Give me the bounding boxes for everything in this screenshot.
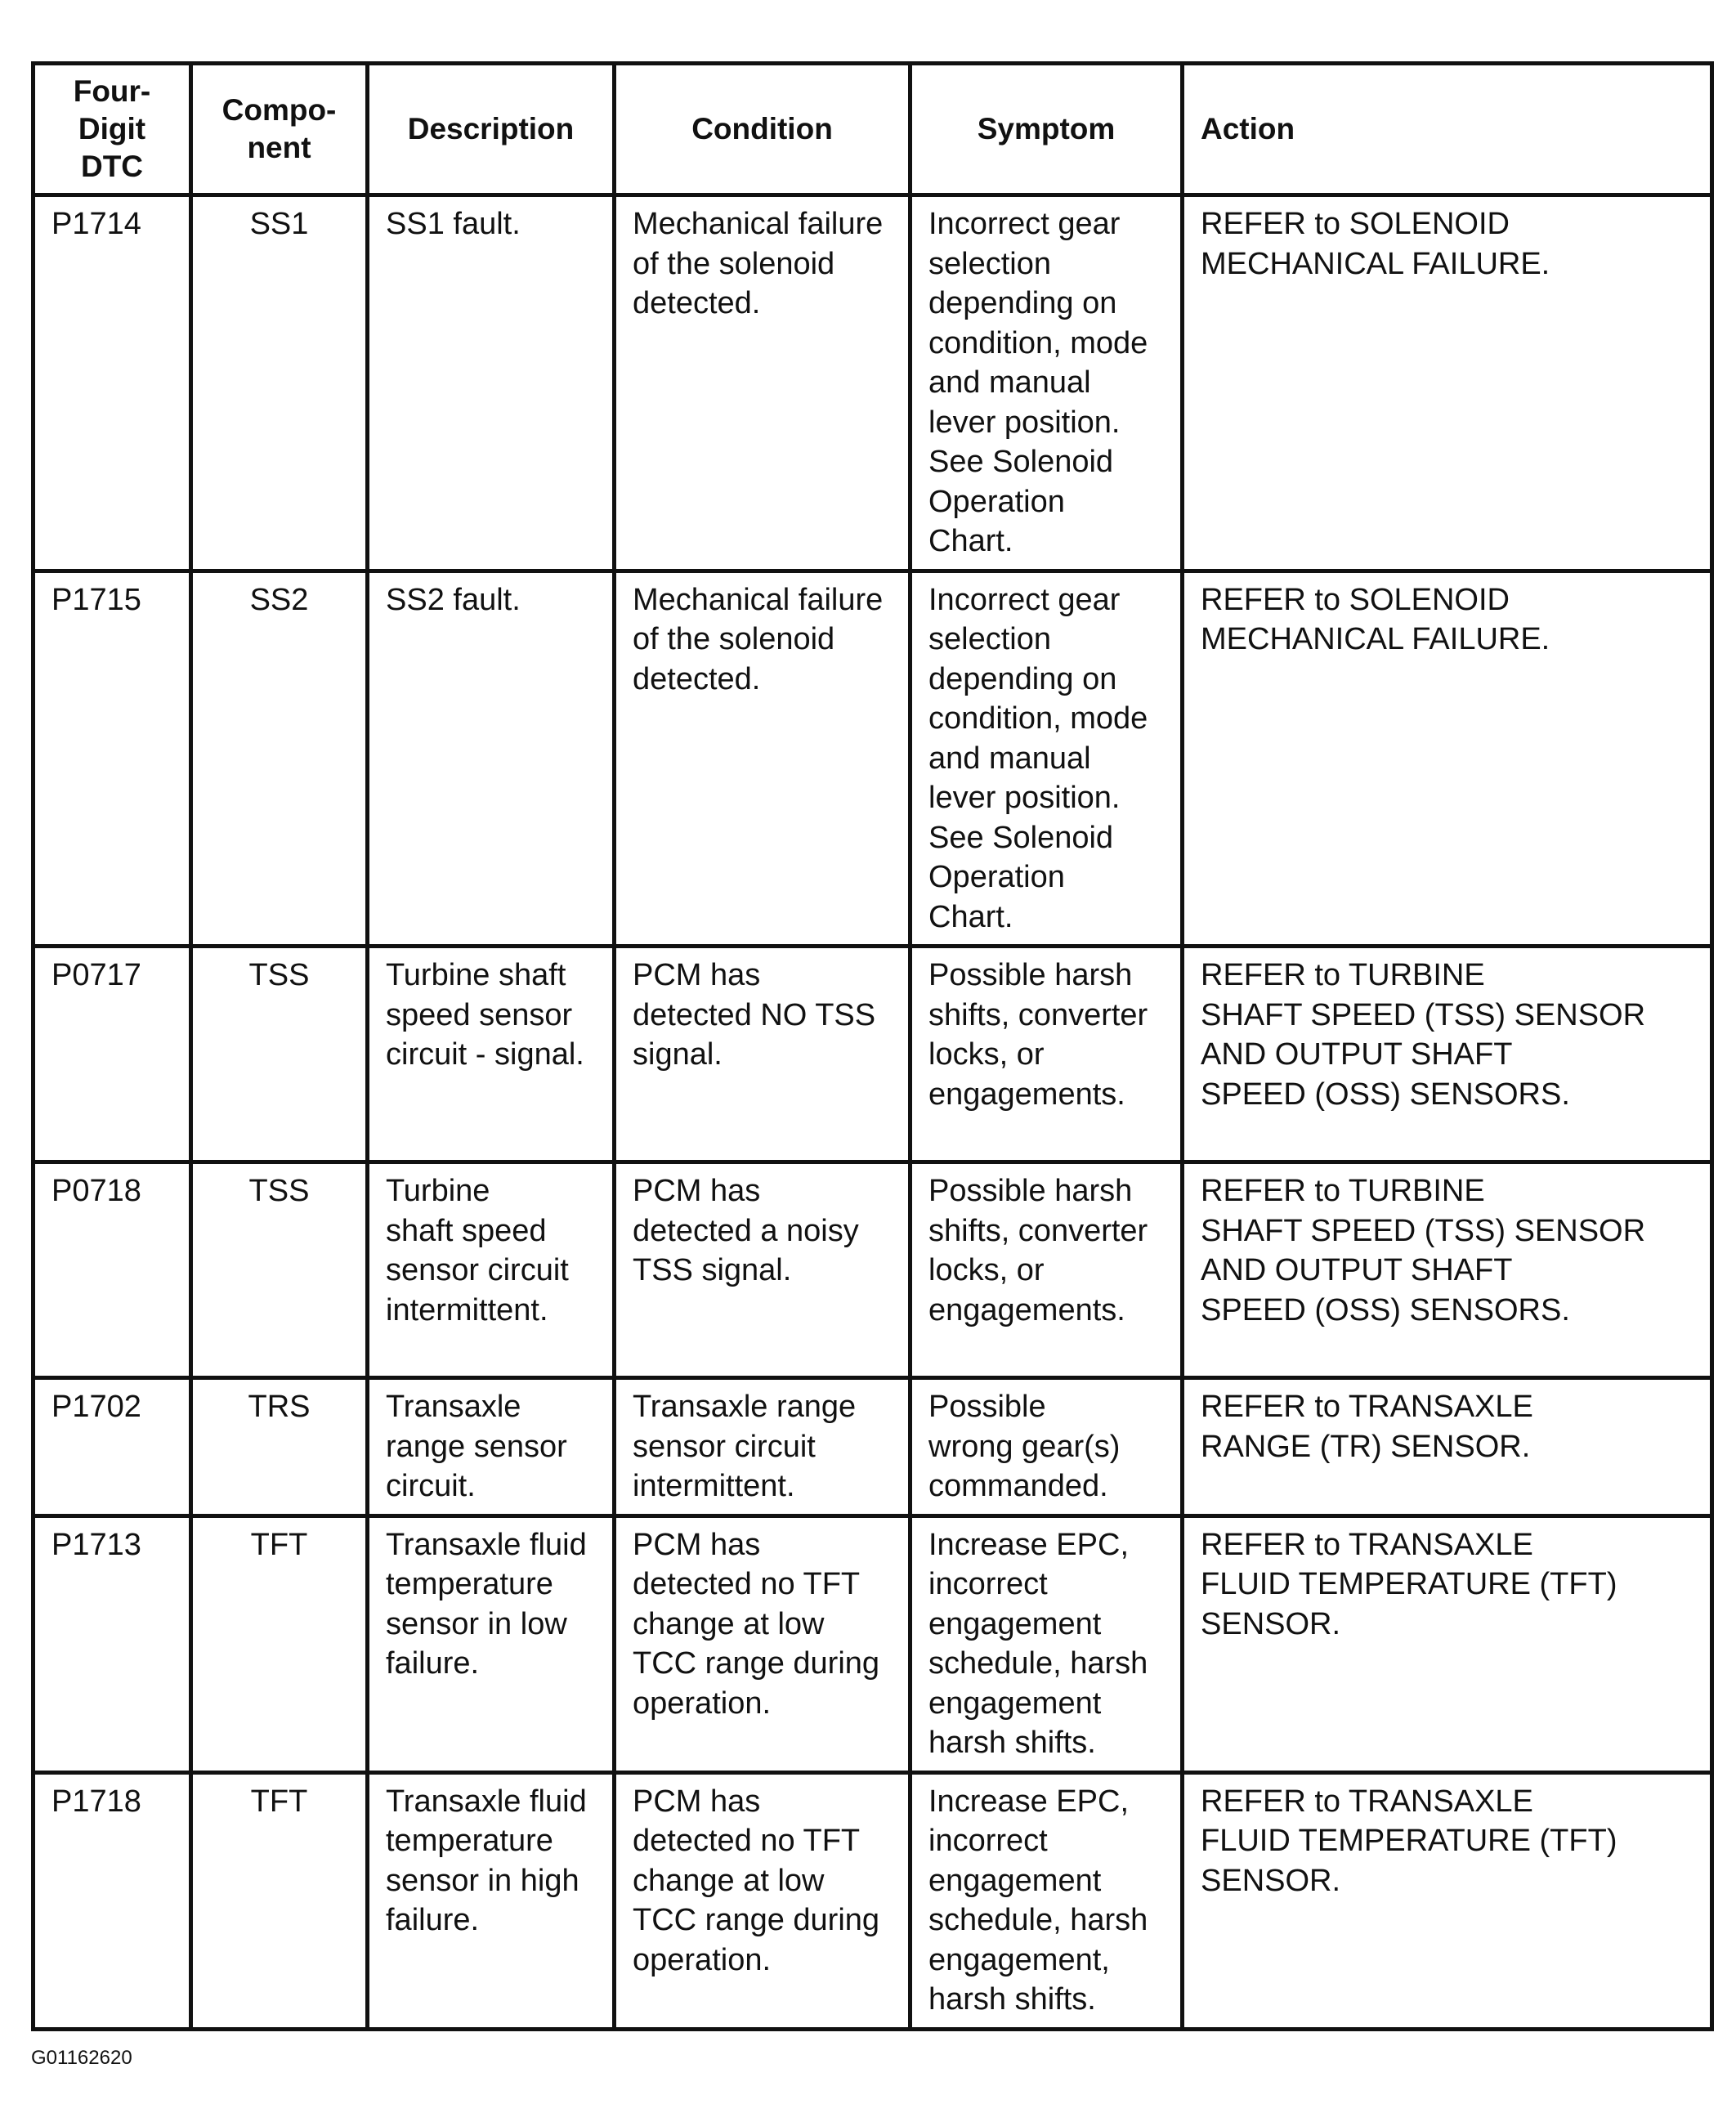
cell-line: and manual	[928, 365, 1091, 400]
cell-line: REFER to TURBINE	[1201, 958, 1485, 992]
cell-line: FLUID TEMPERATURE (TFT)	[1201, 1567, 1617, 1601]
cell-line: Possible harsh	[928, 958, 1133, 992]
cell-action	[1183, 1772, 1712, 2029]
cell-description	[368, 195, 615, 571]
cell-line: detected a noisy	[633, 1213, 859, 1248]
cell-component: TFT	[191, 1772, 368, 2029]
cell-line: schedule, harsh	[928, 1903, 1148, 1937]
cell-action	[1183, 1162, 1712, 1378]
cell-line: schedule, harsh	[928, 1646, 1148, 1681]
cell-line: AND OUTPUT SHAFT	[1201, 1253, 1513, 1287]
cell-dtc: P1713	[34, 1515, 191, 1772]
cell-line: See Solenoid	[928, 820, 1114, 855]
cell-line: circuit.	[386, 1469, 476, 1503]
table-row	[34, 1772, 1712, 2029]
cell-line: SS2 fault.	[386, 582, 521, 617]
cell-line: REFER to TRANSAXLE	[1201, 1527, 1533, 1562]
cell-line: REFER to TRANSAXLE	[1201, 1784, 1533, 1819]
cell-line: engagements.	[928, 1292, 1125, 1327]
table-body	[34, 195, 1712, 2030]
cell-line: Transaxle fluid	[386, 1784, 587, 1819]
cell-line: Operation	[928, 484, 1065, 519]
cell-dtc: P1718	[34, 1772, 191, 2029]
cell-line: range sensor	[386, 1429, 567, 1464]
cell-line: Incorrect gear	[928, 582, 1121, 617]
cell-line: signal.	[633, 1037, 723, 1072]
cell-line: SENSOR.	[1201, 1863, 1341, 1898]
cell-line: of the solenoid	[633, 246, 835, 281]
cell-line: failure.	[386, 1646, 480, 1681]
cell-line: detected.	[633, 661, 761, 696]
cell-line: sensor in low	[386, 1606, 567, 1641]
cell-component: SS1	[191, 195, 368, 571]
cell-line: engagement	[928, 1686, 1102, 1721]
cell-line: REFER to SOLENOID	[1201, 582, 1510, 617]
cell-line: SPEED (OSS) SENSORS.	[1201, 1292, 1570, 1327]
cell-condition	[615, 1772, 911, 2029]
cell-condition	[615, 195, 911, 571]
cell-line: wrong gear(s)	[928, 1429, 1121, 1464]
cell-line: lever position.	[928, 405, 1121, 440]
cell-action	[1183, 1515, 1712, 1772]
cell-action	[1183, 571, 1712, 947]
cell-symptom	[911, 1162, 1183, 1378]
cell-line: RANGE (TR) SENSOR.	[1201, 1429, 1531, 1464]
cell-line: TCC range during	[633, 1903, 880, 1937]
cell-line: Transaxle range	[633, 1390, 857, 1424]
cell-line: locks, or	[928, 1253, 1045, 1287]
cell-line: SHAFT SPEED (TSS) SENSOR	[1201, 1213, 1646, 1248]
cell-line: Incorrect gear	[928, 207, 1121, 241]
cell-line: intermittent.	[633, 1469, 795, 1503]
cell-line: sensor circuit	[386, 1253, 569, 1287]
cell-line: speed sensor	[386, 997, 573, 1032]
cell-line: shifts, converter	[928, 997, 1148, 1032]
table-row	[34, 1515, 1712, 1772]
cell-line: engagement,	[928, 1942, 1110, 1977]
cell-line: AND OUTPUT SHAFT	[1201, 1037, 1513, 1072]
cell-line: depending on	[928, 661, 1117, 696]
table-row	[34, 195, 1712, 571]
cell-line: REFER to TRANSAXLE	[1201, 1390, 1533, 1424]
cell-line: change at low	[633, 1606, 825, 1641]
cell-line: MECHANICAL FAILURE.	[1201, 622, 1550, 656]
cell-dtc: P0717	[34, 947, 191, 1162]
cell-line: Operation	[928, 860, 1065, 894]
figure-id: G01162620	[31, 2047, 132, 2069]
cell-symptom	[911, 571, 1183, 947]
cell-line: Turbine shaft	[386, 958, 566, 992]
cell-line: PCM has	[633, 1174, 761, 1208]
cell-line: and manual	[928, 741, 1091, 776]
header-action: Action	[1183, 64, 1712, 195]
cell-line: Turbine	[386, 1174, 490, 1208]
cell-line: Transaxle	[386, 1390, 521, 1424]
cell-line: PCM has	[633, 1784, 761, 1819]
cell-condition	[615, 1378, 911, 1516]
cell-description	[368, 1772, 615, 2029]
cell-line: REFER to TURBINE	[1201, 1174, 1485, 1208]
cell-line: Chart.	[928, 899, 1013, 934]
cell-line: condition, mode	[928, 325, 1148, 360]
cell-line: detected.	[633, 286, 761, 320]
cell-line: detected no TFT	[633, 1824, 861, 1858]
cell-line: Transaxle fluid	[386, 1527, 587, 1562]
cell-line: temperature	[386, 1824, 553, 1858]
cell-condition	[615, 1515, 911, 1772]
cell-line: harsh shifts.	[928, 1726, 1096, 1760]
cell-symptom	[911, 1378, 1183, 1516]
cell-line: Increase EPC,	[928, 1784, 1129, 1819]
cell-symptom	[911, 195, 1183, 571]
header-component: Compo- nent	[191, 64, 368, 195]
cell-line: Increase EPC,	[928, 1527, 1129, 1562]
cell-component: TSS	[191, 1162, 368, 1378]
cell-line: intermittent.	[386, 1292, 548, 1327]
cell-line: lever position.	[928, 781, 1121, 815]
cell-line: TSS signal.	[633, 1253, 792, 1287]
cell-line: harsh shifts.	[928, 1982, 1096, 2017]
cell-line: change at low	[633, 1863, 825, 1898]
cell-condition	[615, 1162, 911, 1378]
cell-line: Mechanical failure	[633, 207, 884, 241]
cell-line: detected no TFT	[633, 1567, 861, 1601]
cell-line: locks, or	[928, 1037, 1045, 1072]
cell-line: MECHANICAL FAILURE.	[1201, 246, 1550, 281]
cell-action	[1183, 1378, 1712, 1516]
cell-line: engagement	[928, 1863, 1102, 1898]
cell-line: operation.	[633, 1686, 772, 1721]
table-row	[34, 947, 1712, 1162]
dtc-table	[31, 61, 1714, 2031]
cell-symptom	[911, 947, 1183, 1162]
header-dtc: Four- Digit DTC	[34, 64, 191, 195]
cell-condition	[615, 571, 911, 947]
cell-dtc: P1715	[34, 571, 191, 947]
table-header	[34, 64, 1712, 195]
cell-description	[368, 1515, 615, 1772]
cell-line: Mechanical failure	[633, 582, 884, 617]
cell-line: SS1 fault.	[386, 207, 521, 241]
cell-line: SPEED (OSS) SENSORS.	[1201, 1077, 1570, 1112]
cell-component: SS2	[191, 571, 368, 947]
cell-component: TSS	[191, 947, 368, 1162]
cell-line: of the solenoid	[633, 622, 835, 656]
table-row	[34, 1162, 1712, 1378]
cell-line: condition, mode	[928, 701, 1148, 736]
table-row	[34, 571, 1712, 947]
cell-line: Possible harsh	[928, 1174, 1133, 1208]
cell-line: engagements.	[928, 1077, 1125, 1112]
cell-component: TRS	[191, 1378, 368, 1516]
cell-description	[368, 1162, 615, 1378]
cell-line: failure.	[386, 1903, 480, 1937]
cell-line: See Solenoid	[928, 445, 1114, 479]
cell-line: PCM has	[633, 958, 761, 992]
cell-line: PCM has	[633, 1527, 761, 1562]
cell-line: sensor circuit	[633, 1429, 816, 1464]
cell-description	[368, 1378, 615, 1516]
cell-line: TCC range during	[633, 1646, 880, 1681]
cell-description	[368, 947, 615, 1162]
table-row	[34, 1378, 1712, 1516]
cell-line: incorrect	[928, 1567, 1048, 1601]
cell-line: selection	[928, 622, 1051, 656]
cell-line: SENSOR.	[1201, 1606, 1341, 1641]
cell-line: commanded.	[928, 1469, 1108, 1503]
cell-line: selection	[928, 246, 1051, 281]
header-symptom: Symptom	[911, 64, 1183, 195]
cell-line: temperature	[386, 1567, 553, 1601]
cell-line: REFER to SOLENOID	[1201, 207, 1510, 241]
cell-action	[1183, 195, 1712, 571]
header-condition: Condition	[615, 64, 911, 195]
cell-action	[1183, 947, 1712, 1162]
cell-component: TFT	[191, 1515, 368, 1772]
cell-line: detected NO TSS	[633, 997, 876, 1032]
cell-line: depending on	[928, 286, 1117, 320]
cell-symptom	[911, 1772, 1183, 2029]
cell-line: Chart.	[928, 524, 1013, 558]
cell-line: circuit - signal.	[386, 1037, 584, 1072]
header-row	[34, 64, 1712, 195]
cell-line: engagement	[928, 1606, 1102, 1641]
cell-line: Possible	[928, 1390, 1046, 1424]
cell-condition	[615, 947, 911, 1162]
cell-dtc: P1702	[34, 1378, 191, 1516]
cell-line: incorrect	[928, 1824, 1048, 1858]
cell-dtc: P0718	[34, 1162, 191, 1378]
cell-description	[368, 571, 615, 947]
cell-line: shaft speed	[386, 1213, 547, 1248]
cell-dtc: P1714	[34, 195, 191, 571]
cell-line: operation.	[633, 1942, 772, 1977]
cell-line: SHAFT SPEED (TSS) SENSOR	[1201, 997, 1646, 1032]
cell-line: shifts, converter	[928, 1213, 1148, 1248]
cell-line: sensor in high	[386, 1863, 579, 1898]
cell-line: FLUID TEMPERATURE (TFT)	[1201, 1824, 1617, 1858]
header-description: Description	[368, 64, 615, 195]
cell-symptom	[911, 1515, 1183, 1772]
